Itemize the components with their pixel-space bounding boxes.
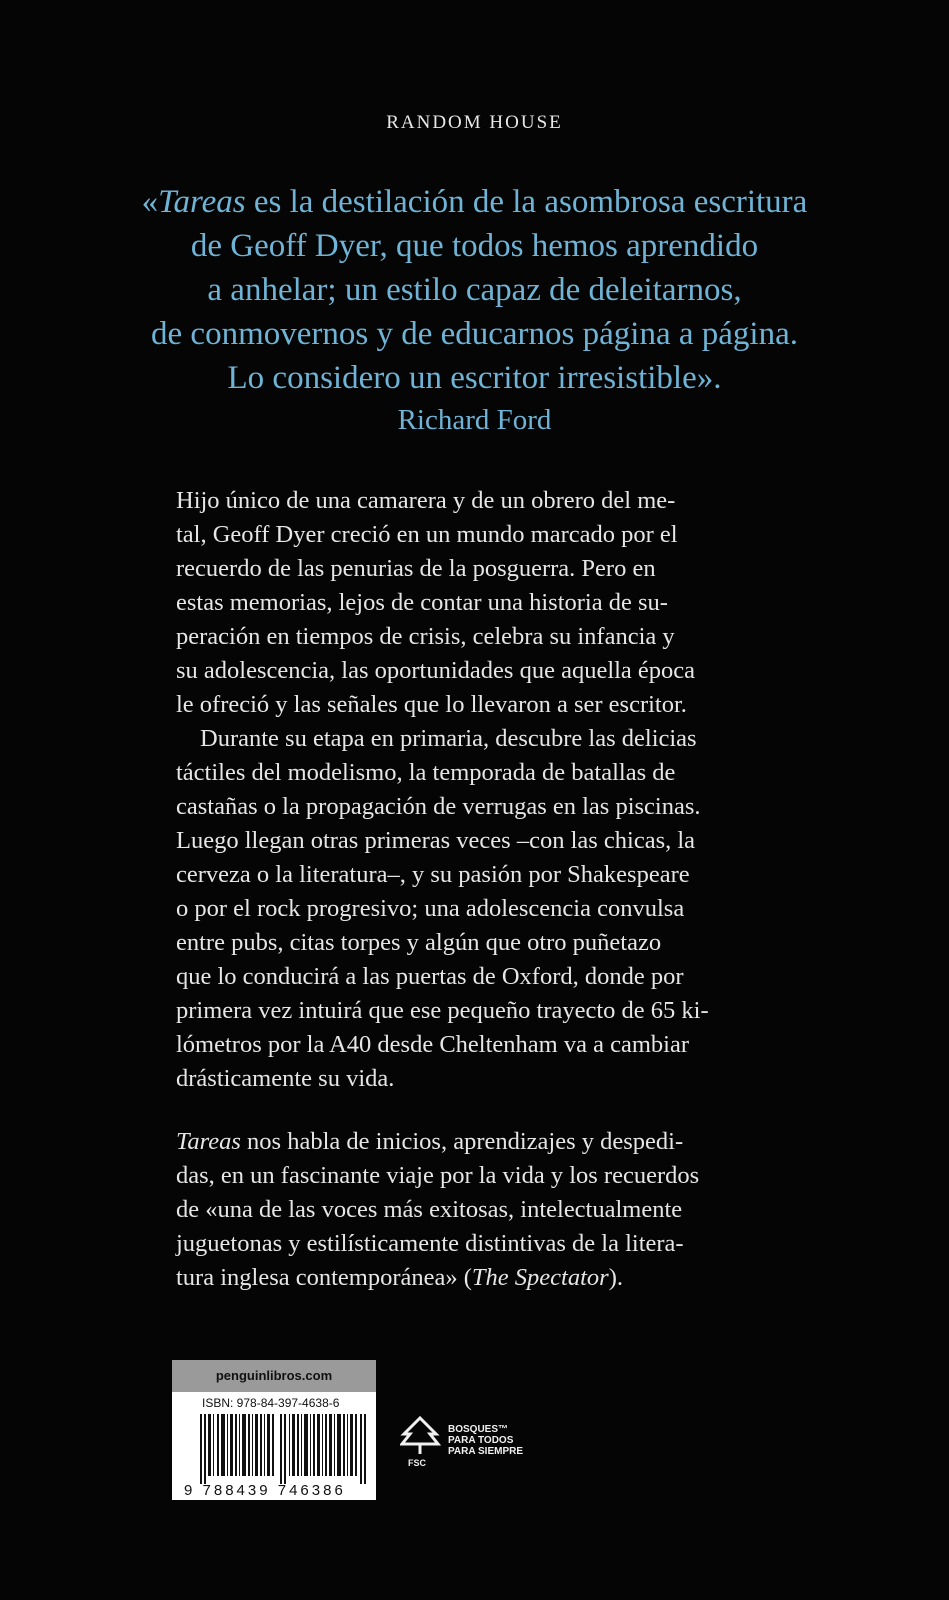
fsc-label: FSC [408, 1458, 426, 1468]
synopsis-line: que lo conducirá a las puertas de Oxford, donde por [176, 963, 684, 990]
synopsis-line: drásticamente su vida. [176, 1065, 395, 1092]
synopsis-line: primera vez intuirá que ese pequeño trayecto de 65 ki- [176, 997, 709, 1024]
closing-line: juguetonas y estilísticamente distintivas de la litera- [176, 1230, 684, 1257]
synopsis-line: Luego llegan otras primeras veces –con las chicas, la [176, 827, 696, 854]
publisher-website: penguinlibros.com [172, 1360, 376, 1392]
synopsis-line: táctiles del modelismo, la temporada de batallas de [176, 759, 676, 786]
closing-line: tura inglesa contemporánea» (The Spectator). [176, 1264, 623, 1291]
synopsis-line: Hijo único de una camarera y de un obrero del me- [176, 487, 676, 514]
synopsis-line: peración en tiempos de crisis, celebra su infancia y [176, 623, 675, 650]
quote-line: de conmovernos y de educarnos página a página. [151, 316, 798, 352]
isbn-barcode-box [172, 1360, 376, 1500]
synopsis-line: entre pubs, citas torpes y algún que otro puñetazo [176, 929, 662, 956]
synopsis-line: recuerdo de las penurias de la posguerra. Pero en [176, 555, 656, 582]
synopsis-line: tal, Geoff Dyer creció en un mundo marcado por el [176, 521, 678, 548]
closing-line: Tareas nos habla de inicios, aprendizajes y despedi- [176, 1128, 684, 1155]
quote-author: Richard Ford [397, 404, 552, 436]
synopsis-line: su adolescencia, las oportunidades que aquella época [176, 657, 696, 684]
quote-line: «Tareas es la destilación de la asombrosa escritura [141, 184, 808, 220]
synopsis-line: castañas o la propagación de verrugas en las piscinas. [176, 793, 701, 820]
isbn-number: ISBN: 978-84-397-4638-6 [202, 1396, 340, 1410]
synopsis-line: lómetros por la A40 desde Cheltenham va a cambiar [176, 1031, 689, 1058]
closing-paragraph [176, 1125, 776, 1295]
synopsis-line: cerveza o la literatura–, y su pasión por Shakespeare [176, 861, 690, 888]
closing-line: de «una de las voces más exitosas, intelectualmente [176, 1196, 683, 1223]
synopsis-line: le ofreció y las señales que lo llevaron a ser escritor. [176, 691, 687, 718]
quote-line: de Geoff Dyer, que todos hemos aprendido [190, 228, 759, 264]
fsc-slogan: BOSQUES™ PARA TODOS PARA SIEMPRE [448, 1424, 524, 1457]
barcode-digits: 9 788439 746386 [184, 1482, 346, 1499]
synopsis-line: Durante su etapa en primaria, descubre las delicias [200, 725, 697, 752]
quote-line: a anhelar; un estilo capaz de deleitarnos, [207, 272, 742, 308]
quote-line: Lo considero un escritor irresistible». [227, 360, 722, 396]
barcode-icon [200, 1414, 368, 1484]
synopsis [176, 484, 776, 1096]
synopsis-line: estas memorias, lejos de contar una historia de su- [176, 589, 668, 616]
synopsis-line: o por el rock progresivo; una adolescencia convulsa [176, 895, 685, 922]
publisher-name: RANDOM HOUSE [386, 112, 563, 133]
closing-line: das, en un fascinante viaje por la vida y los recuerdos [176, 1162, 700, 1189]
blurb-quote [60, 180, 889, 400]
